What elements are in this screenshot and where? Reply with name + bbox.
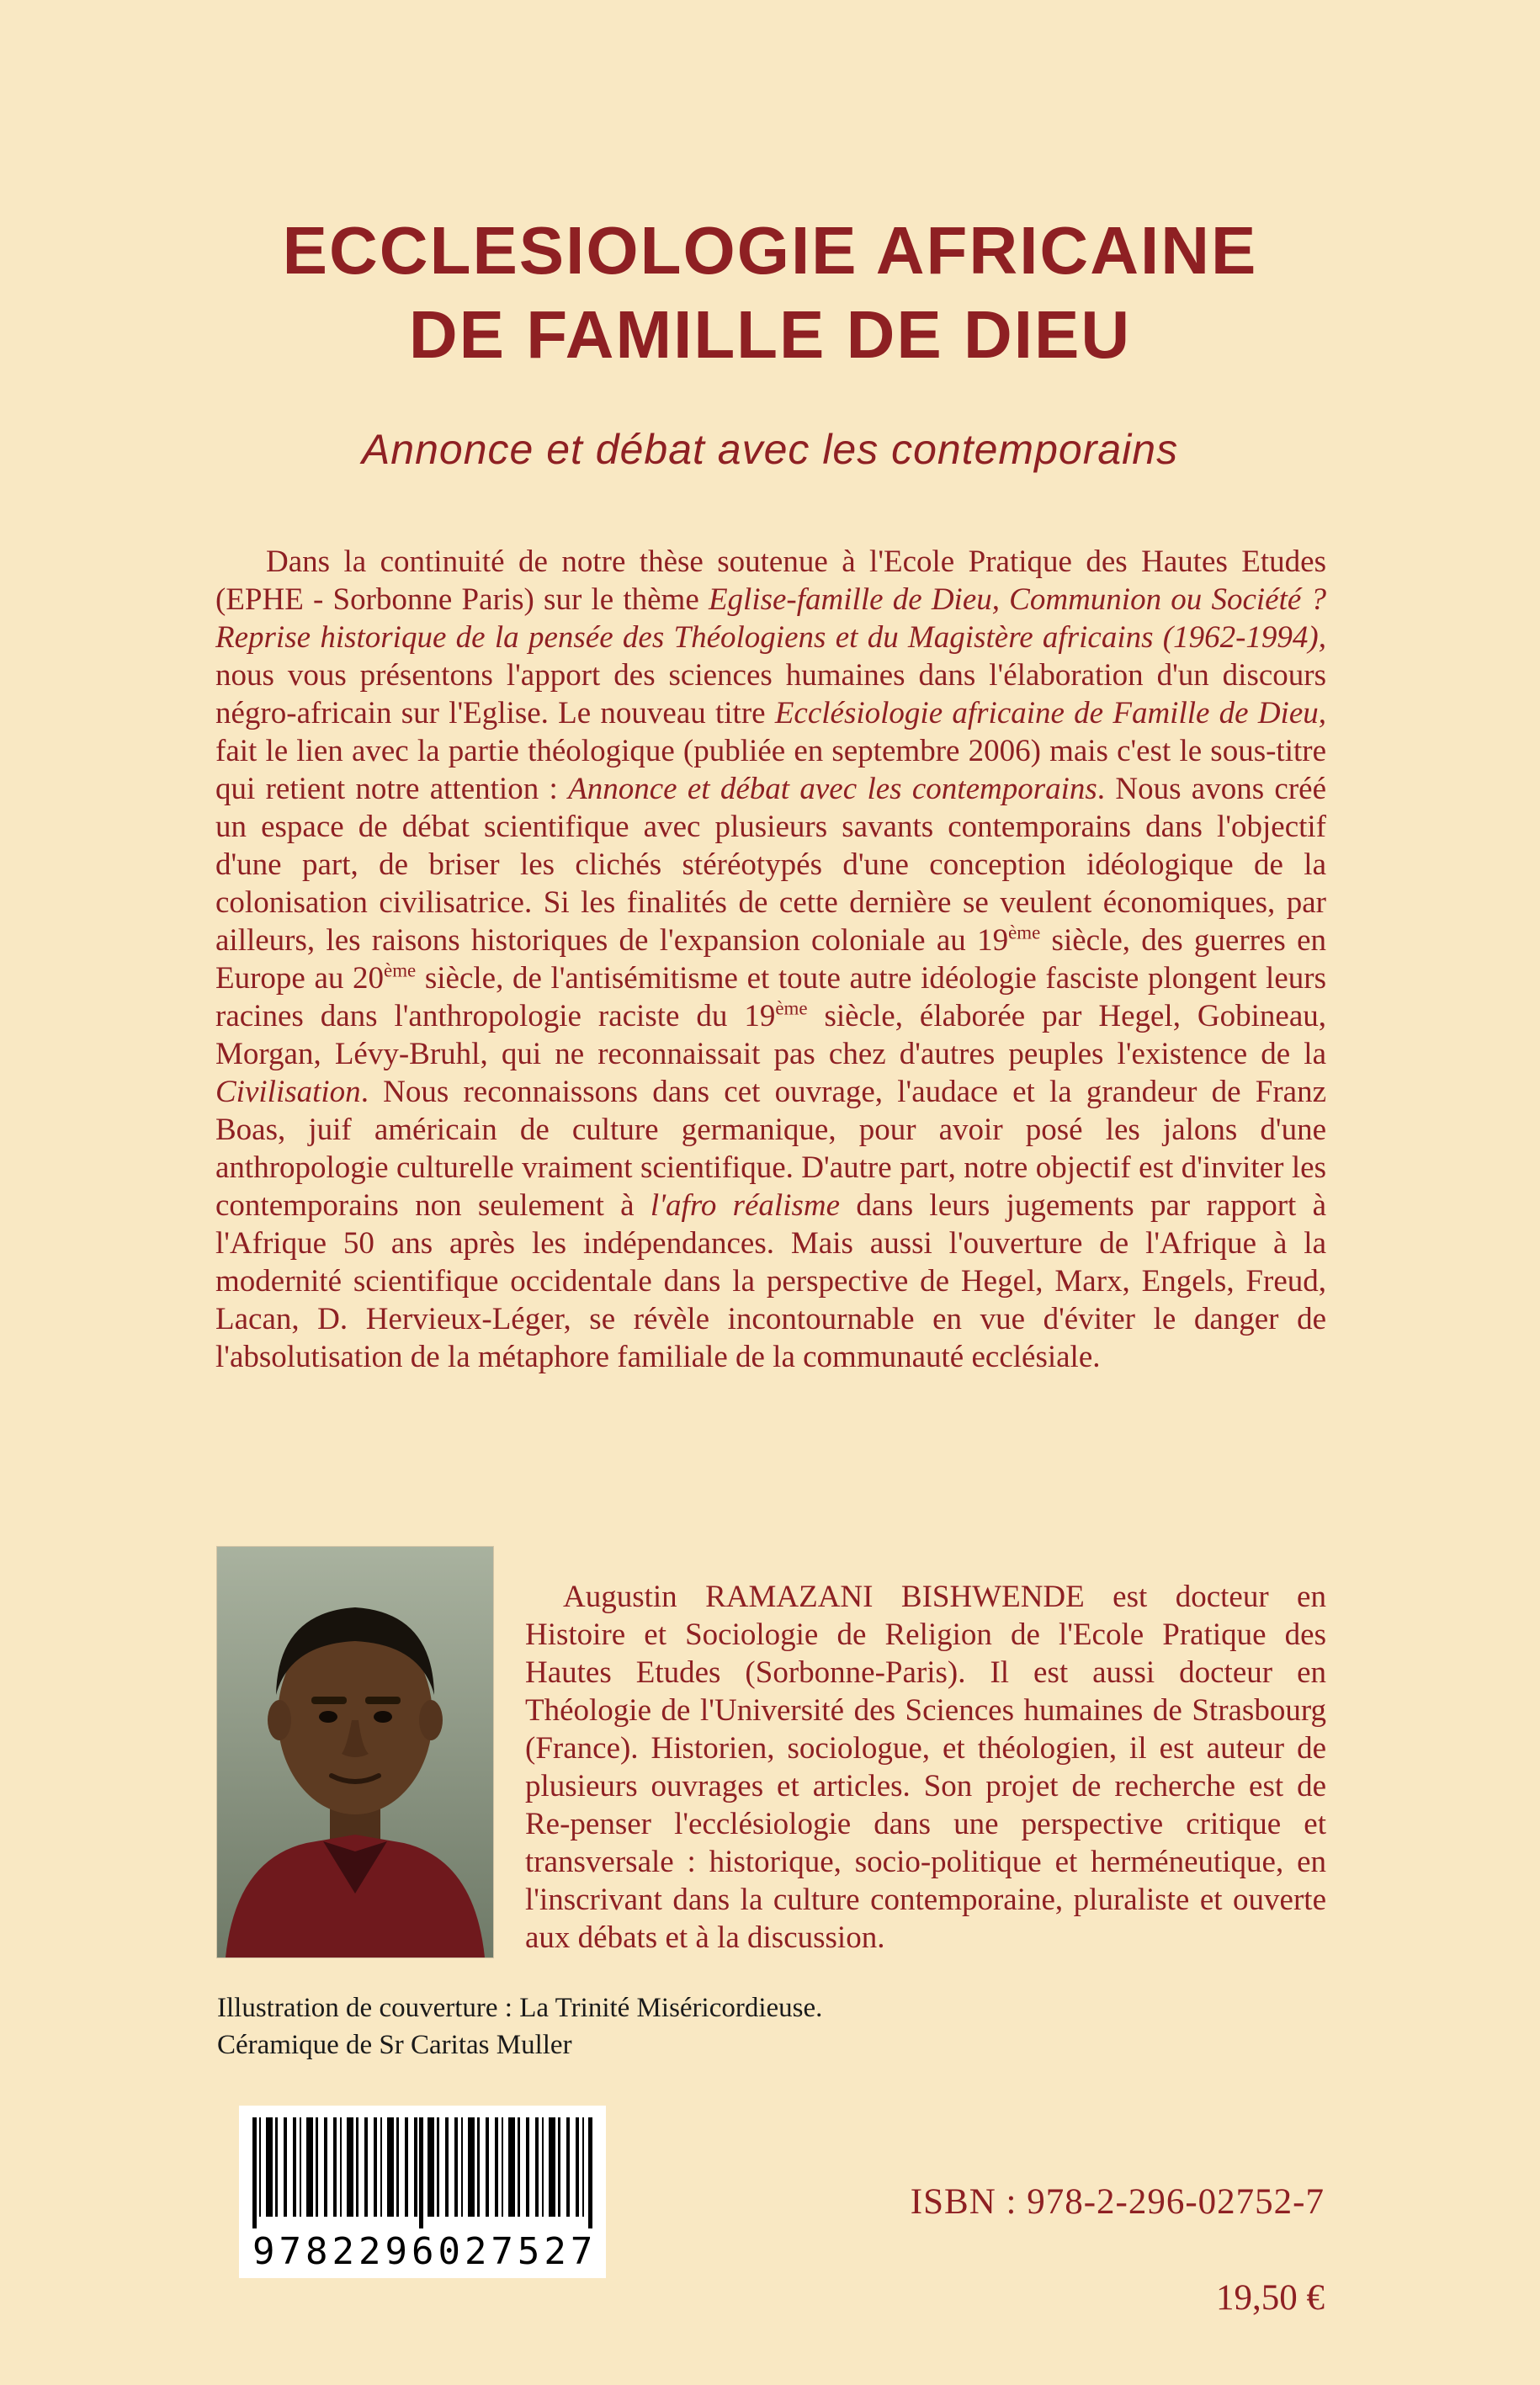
- barcode-digit-group-1: 9: [252, 2230, 279, 2273]
- book-title-line2: DE FAMILLE DE DIEU: [408, 297, 1132, 372]
- synopsis-paragraph: Dans la continuité de notre thèse soutenue à l'Ecole Pratique des Hautes Etudes (EPHE - Sorbonne Paris) sur le thème Eglise-famille de Dieu, Communion ou Société ? Reprise historique de la pensée des Théologiens et du Magistère africains (1962-1994), nous vous présentons l'apport des sciences humaines dans l'élaboration d'un discours négro-africain sur l'Eglise. Le nouveau titre Ecclésiologie africaine de Famille de Dieu, fait le lien avec la partie théologique (publiée en septembre 2006) mais c'est le sous-titre qui retient notre attention : Annonce et débat avec les contemporains. Nous avons créé un espace de débat scientifique avec plusieurs savants contemporains dans l'objectif d'une part, de briser les clichés stéréotypés d'une conception idéologique de la colonisation civilisatrice. Si les finalités de cette dernière se veulent économiques, par ailleurs, les raisons historiques de l'expansion coloniale au 19ème siècle, des guerres en Europe au 20ème siècle, de l'antisémitisme et toute autre idéologie fasciste plongent leurs racines dans l'anthropologie raciste du 19ème siècle, élaborée par Hegel, Gobineau, Morgan, Lévy-Bruhl, qui ne reconnaissait pas chez d'autres peuples l'existence de la Civilisation. Nous reconnaissons dans cet ouvrage, l'audace et la grandeur de Franz Boas, juif américain de culture germanique, pour avoir posé les jalons d'une anthropologie culturelle vraiment scientifique. D'autre part, notre objectif est d'inviter les contemporains non seulement à l'afro réalisme dans leurs jugements par rapport à l'Afrique 50 ans après les indépendances. Mais aussi l'ouverture de l'Afrique à la modernité scientifique occidentale dans la perspective de Hegel, Marx, Engels, Freud, Lacan, D. Hervieux-Léger, se révèle incontournable en vue d'éviter le danger de l'absolutisation de la métaphore familiale de la communauté ecclésiale.: [215, 544, 1327, 1374]
- barcode-bars: [252, 2117, 592, 2217]
- cover-credit-line1: Illustration de couverture : La Trinité Miséricordieuse.: [217, 1993, 823, 2023]
- book-title: [0, 209, 1540, 377]
- barcode-digit-group-3: 027527: [438, 2230, 597, 2273]
- barcode: [239, 2106, 606, 2278]
- barcode-guard-left: [252, 2117, 257, 2228]
- author-bio-paragraph: Augustin RAMAZANI BISHWENDE est docteur en Histoire et Sociologie de Religion de l'Ecole Pratique des Hautes Etudes (Sorbonne-Paris). Il est aussi docteur en Théologie de l'Université des Sciences humaines de Strasbourg (France). Historien, sociologue, et théologien, il est auteur de plusieurs ouvrages et articles. Son projet de recherche est de Re-penser l'ecclésiologie dans une perspective critique et transversale : historique, socio-politique et herméneutique, en l'inscrivant dans la culture contemporaine, pluraliste et ouverte aux débats et à la discussion.: [525, 1580, 1326, 1955]
- cover-credits: [217, 1989, 822, 2064]
- book-subtitle: Annonce et débat avec les contemporains: [361, 426, 1179, 473]
- price-text: 19,50 €: [1216, 2278, 1325, 2318]
- author-portrait-illustration: [217, 1547, 493, 1957]
- barcode-guard-right: [588, 2117, 592, 2228]
- barcode-digits: [252, 2230, 597, 2273]
- barcode-guard-center: [419, 2117, 423, 2228]
- isbn-text: ISBN : 978-2-296-02752-7: [910, 2182, 1325, 2222]
- barcode-digit-group-2: 782296: [279, 2230, 438, 2273]
- book-title-line1: ECCLESIOLOGIE AFRICAINE: [282, 213, 1258, 288]
- cover-credit-line2: Céramique de Sr Caritas Muller: [217, 2030, 572, 2060]
- author-photo: [217, 1547, 493, 1957]
